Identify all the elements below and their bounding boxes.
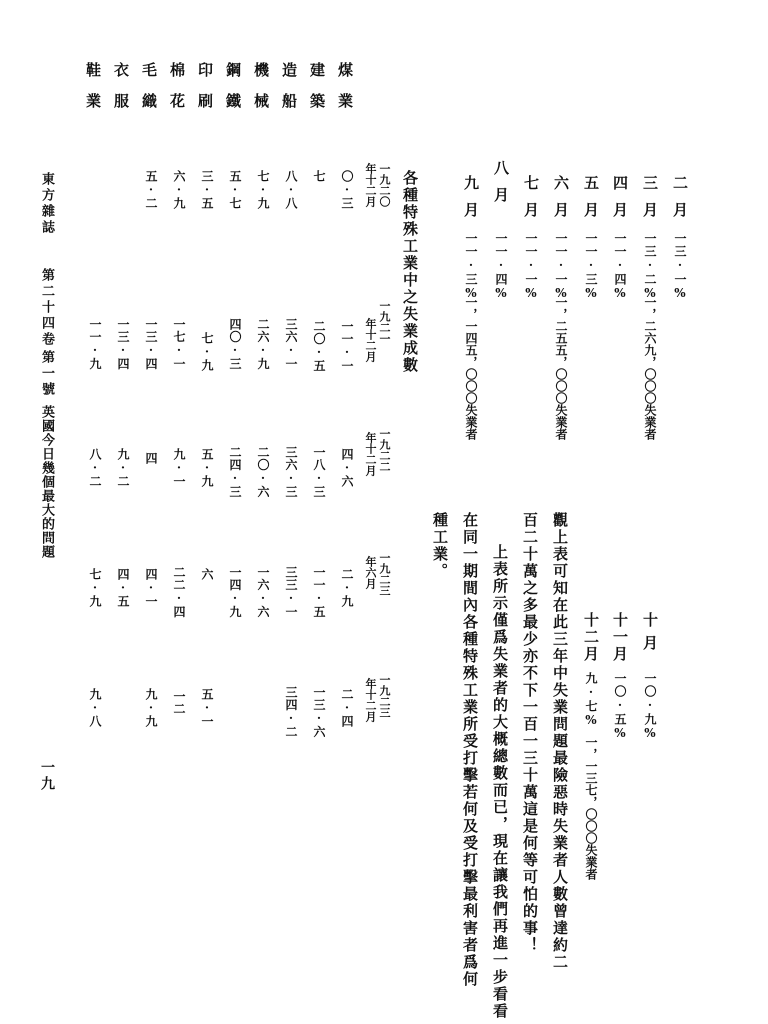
month-label: 五月 bbox=[582, 175, 600, 229]
month-note: 一，一四五，〇〇〇失業者 bbox=[464, 296, 478, 440]
month-rate: 一一·四% bbox=[613, 232, 627, 301]
table-cell: 四〇·三 bbox=[228, 318, 242, 370]
month-rate: 九·七% bbox=[584, 672, 598, 728]
commentary-line: 上表所示僅爲失業者的大概總數而已，現在讓我們再進一步看看 bbox=[491, 544, 509, 1020]
industry-label: 煤業 bbox=[336, 62, 354, 124]
header-year: 一九二二 bbox=[378, 428, 391, 472]
table-cell: 九·九 bbox=[144, 688, 158, 728]
table-cell: 三·五 bbox=[200, 170, 214, 210]
month-rate: 一一·一% bbox=[554, 232, 568, 301]
month-rate: 一一·四% bbox=[494, 232, 508, 301]
table-cell: 二〇·五 bbox=[312, 320, 326, 372]
table-cell: 一一·五 bbox=[312, 566, 326, 618]
industry-label: 機械 bbox=[252, 62, 270, 124]
table-cell: 二六·九 bbox=[256, 318, 270, 370]
table-cell: 六 bbox=[200, 568, 214, 581]
table-cell: 四 bbox=[144, 452, 158, 465]
table-cell: 二〇·六 bbox=[256, 446, 270, 498]
table-cell: 七·九 bbox=[200, 332, 214, 372]
commentary-line: 種工業。 bbox=[431, 512, 449, 580]
month-rate: 一三·二% bbox=[643, 232, 657, 301]
table-cell: 八·二 bbox=[88, 448, 102, 488]
table-cell: 一三·四 bbox=[116, 318, 130, 370]
table-cell: 八·八 bbox=[284, 170, 298, 210]
table-cell: 三四·二 bbox=[284, 686, 298, 738]
table-cell: 一八·三 bbox=[312, 446, 326, 498]
table-cell: 五·七 bbox=[228, 170, 242, 210]
table-cell: 七·九 bbox=[256, 170, 270, 210]
industry-label: 棉花 bbox=[168, 62, 186, 124]
table-cell: 三六·一 bbox=[284, 318, 298, 370]
industry-label: 建築 bbox=[308, 62, 326, 124]
month-label: 三月 bbox=[641, 175, 659, 229]
month-rate: 一三·一% bbox=[673, 232, 687, 301]
table-cell: 一六·六 bbox=[256, 566, 270, 618]
month-rate: 一〇·九% bbox=[643, 672, 657, 741]
header-month: 年十二月 bbox=[364, 678, 377, 722]
table-cell: 七·九 bbox=[88, 568, 102, 608]
header-month: 年十二月 bbox=[364, 163, 377, 207]
table-cell: 一二 bbox=[172, 690, 186, 715]
month-label: 七月 bbox=[522, 175, 540, 229]
table-cell: 二·四 bbox=[340, 688, 354, 728]
month-rate: 一〇·五% bbox=[613, 672, 627, 741]
header-month: 年十二月 bbox=[364, 318, 377, 362]
month-label: 十月 bbox=[641, 612, 659, 658]
month-label: 十一月 bbox=[611, 612, 629, 663]
table-cell: 五·二 bbox=[144, 170, 158, 210]
running-header-journal: 東方雜誌 bbox=[39, 172, 54, 236]
header-year: 一九二一 bbox=[378, 300, 391, 344]
industry-label: 印刷 bbox=[196, 62, 214, 124]
table-cell: 六·九 bbox=[172, 170, 186, 210]
table-cell: 三三·一 bbox=[284, 566, 298, 618]
table-cell: 四·一 bbox=[144, 568, 158, 608]
table-cell: 三六·三 bbox=[284, 446, 298, 498]
table-cell: 〇·三 bbox=[340, 170, 354, 210]
table-cell: 七 bbox=[312, 170, 326, 183]
commentary-line: 百二十萬之多最少亦不下一百一三十萬這是何等可怕的事！ bbox=[521, 512, 539, 954]
table-cell: 五·九 bbox=[200, 448, 214, 488]
month-label: 六月 bbox=[552, 175, 570, 229]
table-cell: 二四·三 bbox=[228, 446, 242, 498]
table-cell: 一三·六 bbox=[312, 686, 326, 738]
running-header-volume: 第二十四卷 bbox=[39, 268, 54, 348]
commentary-line: 觀上表可知在此三年中失業問題最險惡時失業者人數曾達約二 bbox=[551, 512, 569, 971]
industry-label: 衣服 bbox=[112, 62, 130, 124]
table-cell: 二·九 bbox=[340, 568, 354, 608]
table-cell: 九·八 bbox=[88, 688, 102, 728]
header-month: 年十二月 bbox=[364, 432, 377, 476]
running-header-article-title: 英國今日幾個最大的問題 bbox=[39, 405, 54, 559]
month-note: 一，二五五，〇〇〇失業者 bbox=[554, 296, 568, 440]
page-number: 一九 bbox=[39, 760, 55, 792]
table-cell: 一一·九 bbox=[88, 318, 102, 370]
month-label: 九月 bbox=[462, 175, 480, 229]
month-label: 四月 bbox=[611, 175, 629, 229]
table-cell: 五·一 bbox=[200, 688, 214, 728]
month-label: 十二月 bbox=[582, 612, 600, 663]
month-rate: 一一·一% bbox=[524, 232, 538, 301]
industry-label: 鞋業 bbox=[84, 62, 102, 124]
month-note: 一，一三七，〇〇〇失業者 bbox=[584, 736, 598, 880]
table-cell: 一四·九 bbox=[228, 566, 242, 618]
table-caption: 各種特殊工業中之失業成數 bbox=[401, 170, 419, 374]
header-month: 年六月 bbox=[364, 556, 377, 589]
commentary-line: 在同一期間內各種特殊工業所受打擊若何及受打擊最利害者爲何 bbox=[461, 512, 479, 988]
month-label: 二月 bbox=[671, 175, 689, 229]
industry-label: 造船 bbox=[280, 62, 298, 124]
table-cell: 九·一 bbox=[172, 448, 186, 488]
running-header-issue: 第一號 bbox=[39, 350, 54, 398]
header-year: 一九二〇 bbox=[378, 163, 391, 207]
industry-label: 鋼鐵 bbox=[224, 62, 242, 124]
header-year: 一九二三 bbox=[378, 552, 391, 596]
table-cell: 一三·四 bbox=[144, 318, 158, 370]
header-year: 一九二三 bbox=[378, 674, 391, 718]
table-cell: 九·二 bbox=[116, 448, 130, 488]
table-cell: 四·五 bbox=[116, 568, 130, 608]
table-cell: 二二·四 bbox=[172, 566, 186, 618]
table-cell: 一一·一 bbox=[340, 320, 354, 372]
month-rate: 一一·三% bbox=[464, 232, 478, 301]
month-label: 八月 bbox=[492, 160, 510, 214]
month-rate: 一一·三% bbox=[584, 232, 598, 301]
industry-label: 毛織 bbox=[140, 62, 158, 124]
month-note: 一，二六九，〇〇〇失業者 bbox=[643, 296, 657, 440]
table-cell: 一七·一 bbox=[172, 318, 186, 370]
table-cell: 四·六 bbox=[340, 448, 354, 488]
